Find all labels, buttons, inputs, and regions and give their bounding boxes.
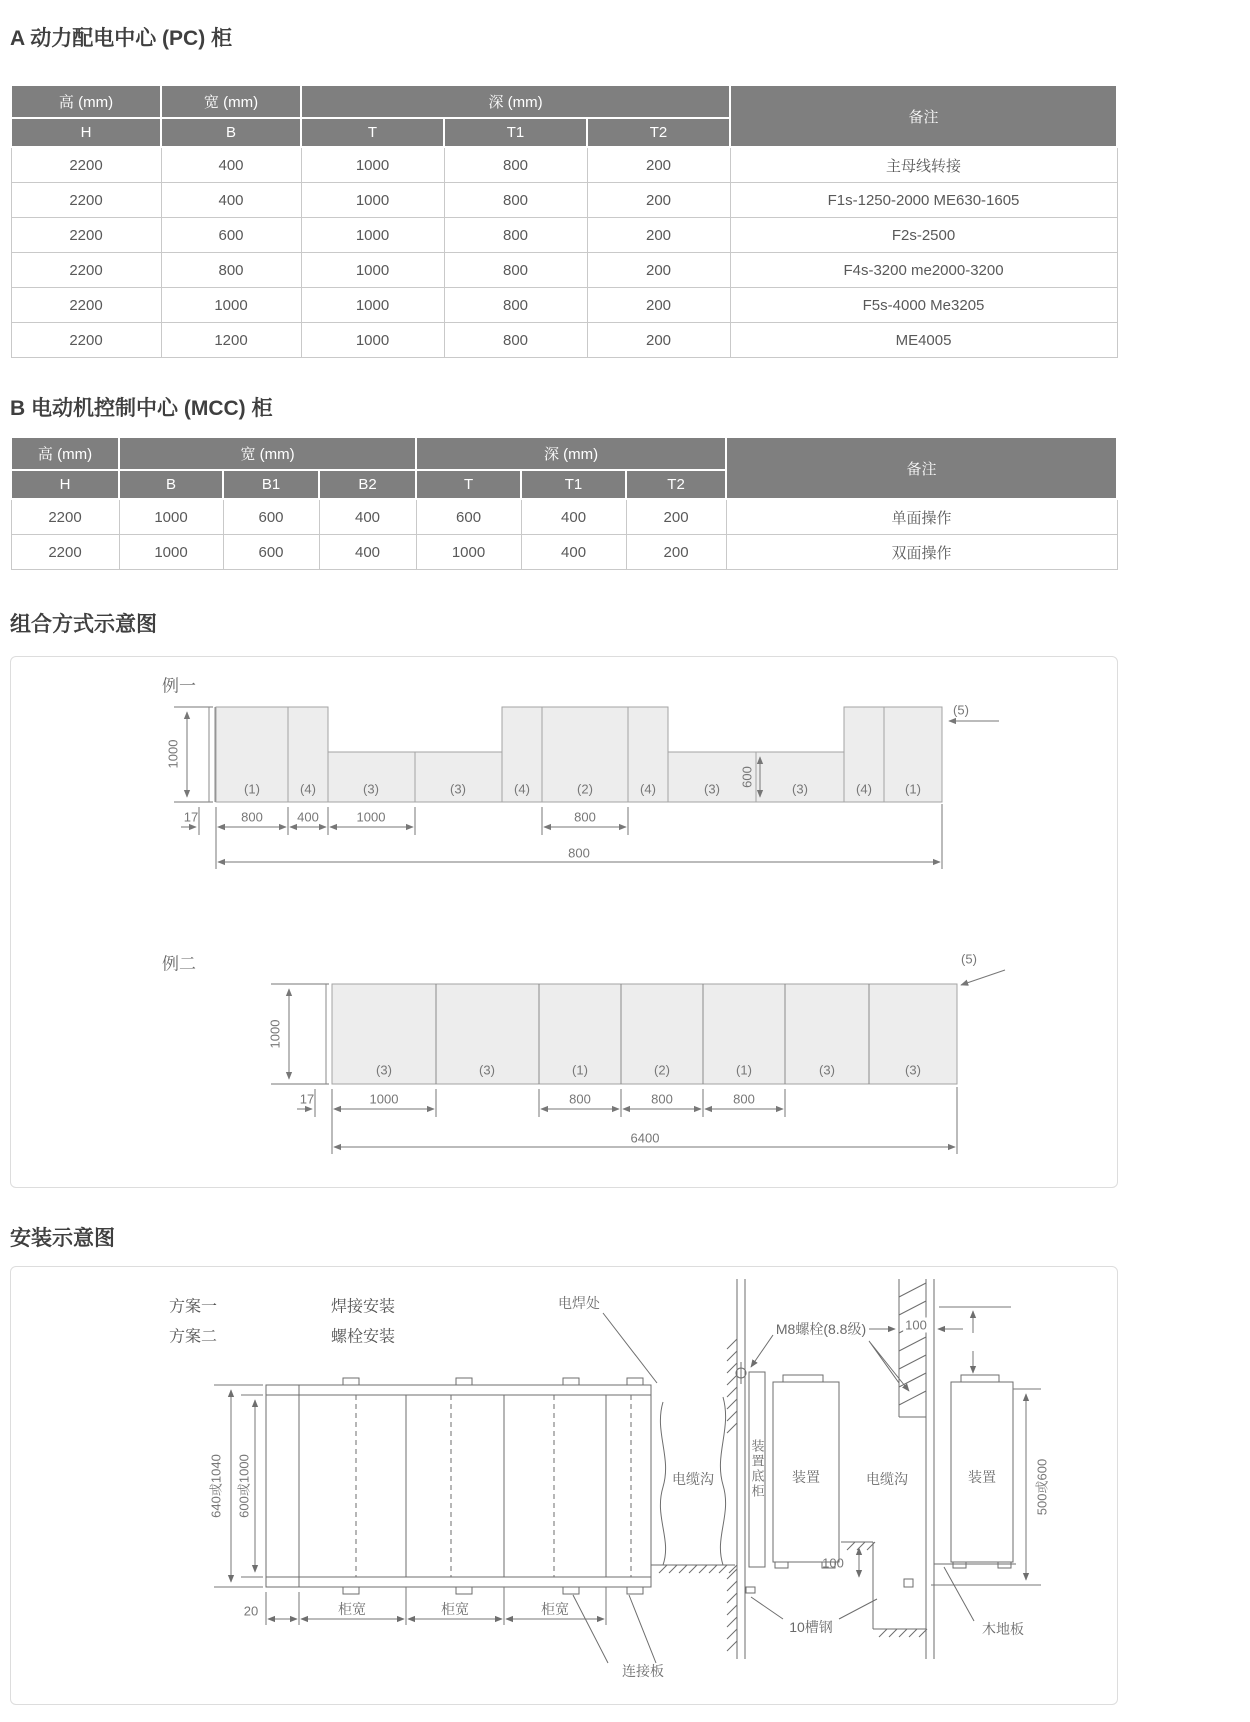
table-cell: 双面操作 xyxy=(726,535,1117,570)
combo-title: 组合方式示意图 xyxy=(10,613,157,636)
table-cell: 800 xyxy=(444,253,587,288)
table-cell: 600 xyxy=(223,535,319,570)
dim-label-height: 1000 xyxy=(165,739,181,769)
block-label: (4) xyxy=(300,781,316,797)
col-header-height: 高 (mm) xyxy=(11,437,119,470)
dim-label-100-bottom: 100 xyxy=(822,1555,844,1571)
table-cell: 800 xyxy=(444,147,587,183)
table-cell: 200 xyxy=(626,499,726,535)
table-cell: 2200 xyxy=(11,183,161,218)
pc-table-wrap xyxy=(10,84,1118,358)
pc-table-head xyxy=(11,85,1117,147)
block-label: (1) xyxy=(572,1062,588,1078)
table-cell: 600 xyxy=(223,499,319,535)
block-label: (3) xyxy=(819,1062,835,1078)
table-cell: 1000 xyxy=(119,499,223,535)
cable-trench-label: 电缆沟 xyxy=(866,1471,908,1487)
table-cell: 200 xyxy=(587,183,730,218)
table-cell: 600 xyxy=(161,218,301,253)
bolt-label: M8螺栓(8.8级) xyxy=(775,1321,867,1337)
mcc-table-wrap xyxy=(10,436,1118,570)
example2-label: 例二 xyxy=(162,954,196,974)
table-cell: 1000 xyxy=(161,288,301,323)
table-row xyxy=(11,183,1117,218)
subcol-B: B xyxy=(119,470,223,499)
table-cell: 400 xyxy=(521,499,626,535)
table-cell: 2200 xyxy=(11,535,119,570)
table-cell: F5s-4000 Me3205 xyxy=(730,288,1117,323)
install-box xyxy=(10,1266,1118,1705)
dim-label-100-top: 100 xyxy=(905,1317,927,1333)
col-header-width: 宽 (mm) xyxy=(161,85,301,118)
device-label: 装置 xyxy=(968,1469,996,1485)
cabinet-width-label: 柜宽 xyxy=(338,1601,366,1617)
block-label: (3) xyxy=(479,1062,495,1078)
col-header-height: 高 (mm) xyxy=(11,85,161,118)
table-cell: 1000 xyxy=(119,535,223,570)
subcol-T: T xyxy=(416,470,521,499)
mcc-table-head xyxy=(11,437,1117,499)
subcol-H: H xyxy=(11,470,119,499)
device-label: 装置 xyxy=(792,1469,820,1485)
block-label: (3) xyxy=(905,1062,921,1078)
table-cell: F1s-1250-2000 ME630-1605 xyxy=(730,183,1117,218)
table-cell: 400 xyxy=(521,535,626,570)
table-row xyxy=(11,535,1117,570)
table-cell: 单面操作 xyxy=(726,499,1117,535)
table-cell: 1000 xyxy=(301,147,444,183)
dim-label: 1000 xyxy=(369,1091,399,1107)
col-header-note: 备注 xyxy=(730,85,1117,147)
block-label: (1) xyxy=(736,1062,752,1078)
channel-steel-label: 10槽钢 xyxy=(789,1619,833,1635)
section-b-title: B 电动机控制中心 (MCC) 柜 xyxy=(10,397,273,420)
dim-label-total: 6400 xyxy=(630,1130,660,1146)
table-row xyxy=(11,253,1117,288)
table-cell: 400 xyxy=(161,147,301,183)
dim-label-total: 800 xyxy=(568,845,590,861)
dim-label-inner: 600 xyxy=(739,766,755,788)
table-cell: 400 xyxy=(319,535,416,570)
table-cell: 800 xyxy=(444,218,587,253)
pc-table xyxy=(10,84,1118,358)
subcol-T1: T1 xyxy=(444,118,587,147)
dim-label-20: 20 xyxy=(243,1603,259,1619)
combo-diagram-art xyxy=(11,657,1117,1187)
col-header-width: 宽 (mm) xyxy=(119,437,416,470)
table-cell: F4s-3200 me2000-3200 xyxy=(730,253,1117,288)
subcol-T2: T2 xyxy=(626,470,726,499)
cabinet-base-label: 装置底柜 xyxy=(749,1439,765,1499)
dim-label: 800 xyxy=(651,1091,673,1107)
table-cell: 800 xyxy=(444,183,587,218)
block-label: (4) xyxy=(514,781,530,797)
dim-label: 800 xyxy=(569,1091,591,1107)
col-header-depth: 深 (mm) xyxy=(416,437,726,470)
section-a-title: A 动力配电中心 (PC) 柜 xyxy=(10,27,233,50)
legend-scheme2-key: 方案二 xyxy=(168,1328,218,1346)
cable-trench-label: 电缆沟 xyxy=(672,1471,714,1487)
dim-label: 17 xyxy=(299,1091,315,1107)
dim-label: 800 xyxy=(574,809,596,825)
pc-table-body xyxy=(11,147,1117,358)
cabinet-width-label: 柜宽 xyxy=(541,1601,569,1617)
dim-label-inner: 600或1000 xyxy=(236,1454,252,1518)
dim-label: 800 xyxy=(733,1091,755,1107)
block-label: (3) xyxy=(363,781,379,797)
table-cell: 600 xyxy=(416,499,521,535)
table-cell: 200 xyxy=(587,288,730,323)
legend-scheme2-value: 螺栓安装 xyxy=(330,1328,396,1346)
callout-label: (5) xyxy=(961,951,977,967)
table-cell: 2200 xyxy=(11,323,161,358)
dim-label: 800 xyxy=(241,809,263,825)
table-cell: 400 xyxy=(319,499,416,535)
subcol-H: H xyxy=(11,118,161,147)
block-label: (3) xyxy=(450,781,466,797)
dim-label: 17 xyxy=(183,809,199,825)
table-row xyxy=(11,499,1117,535)
block-label: (1) xyxy=(244,781,260,797)
table-cell: 800 xyxy=(161,253,301,288)
plan-view-art xyxy=(214,1313,657,1663)
table-cell: 1000 xyxy=(301,253,444,288)
table-cell: 200 xyxy=(626,535,726,570)
legend-scheme1-key: 方案一 xyxy=(168,1298,218,1316)
block-label: (4) xyxy=(640,781,656,797)
block-label: (3) xyxy=(376,1062,392,1078)
block-label: (4) xyxy=(856,781,872,797)
block-label: (3) xyxy=(792,781,808,797)
table-cell: 1000 xyxy=(416,535,521,570)
table-cell: 2200 xyxy=(11,218,161,253)
subcol-T: T xyxy=(301,118,444,147)
table-row xyxy=(11,323,1117,358)
subcol-B2: B2 xyxy=(319,470,416,499)
table-cell: 2200 xyxy=(11,253,161,288)
table-cell: 主母线转接 xyxy=(730,147,1117,183)
table-cell: 1000 xyxy=(301,288,444,323)
install-title: 安装示意图 xyxy=(10,1227,115,1250)
table-cell: 2200 xyxy=(11,147,161,183)
connect-plate-label: 连接板 xyxy=(622,1663,664,1679)
table-cell: 2200 xyxy=(11,288,161,323)
table-cell: 1200 xyxy=(161,323,301,358)
dim-label: 400 xyxy=(297,809,319,825)
block-label: (2) xyxy=(577,781,593,797)
legend-scheme1-value: 焊接安装 xyxy=(330,1298,396,1316)
example1-label: 例一 xyxy=(162,676,196,696)
weld-point-label: 电焊处 xyxy=(558,1295,600,1311)
dim-label-height: 1000 xyxy=(267,1019,283,1049)
mcc-table xyxy=(10,436,1118,570)
table-cell: 800 xyxy=(444,323,587,358)
table-cell: F2s-2500 xyxy=(730,218,1117,253)
block-label: (1) xyxy=(905,781,921,797)
table-row xyxy=(11,147,1117,183)
col-header-note: 备注 xyxy=(726,437,1117,499)
subcol-T2: T2 xyxy=(587,118,730,147)
subcol-B: B xyxy=(161,118,301,147)
table-row xyxy=(11,288,1117,323)
table-cell: 200 xyxy=(587,147,730,183)
block-label: (2) xyxy=(654,1062,670,1078)
combo-box xyxy=(10,656,1118,1188)
dim-label-outer: 640或1040 xyxy=(208,1454,224,1518)
table-cell: 200 xyxy=(587,253,730,288)
table-cell: 2200 xyxy=(11,499,119,535)
table-cell: 400 xyxy=(161,183,301,218)
wood-floor-label: 木地板 xyxy=(982,1621,1024,1637)
mcc-table-body xyxy=(11,499,1117,570)
table-cell: 200 xyxy=(587,323,730,358)
subcol-T1: T1 xyxy=(521,470,626,499)
table-cell: 800 xyxy=(444,288,587,323)
dim-label-right: 500或600 xyxy=(1034,1458,1050,1516)
cabinet-width-label: 柜宽 xyxy=(441,1601,469,1617)
table-cell: 1000 xyxy=(301,218,444,253)
table-row xyxy=(11,218,1117,253)
table-cell: ME4005 xyxy=(730,323,1117,358)
table-cell: 200 xyxy=(587,218,730,253)
callout-label: (5) xyxy=(953,702,969,718)
dim-label: 1000 xyxy=(356,809,386,825)
col-header-depth: 深 (mm) xyxy=(301,85,730,118)
block-label: (3) xyxy=(704,781,720,797)
table-cell: 1000 xyxy=(301,323,444,358)
subcol-B1: B1 xyxy=(223,470,319,499)
table-cell: 1000 xyxy=(301,183,444,218)
